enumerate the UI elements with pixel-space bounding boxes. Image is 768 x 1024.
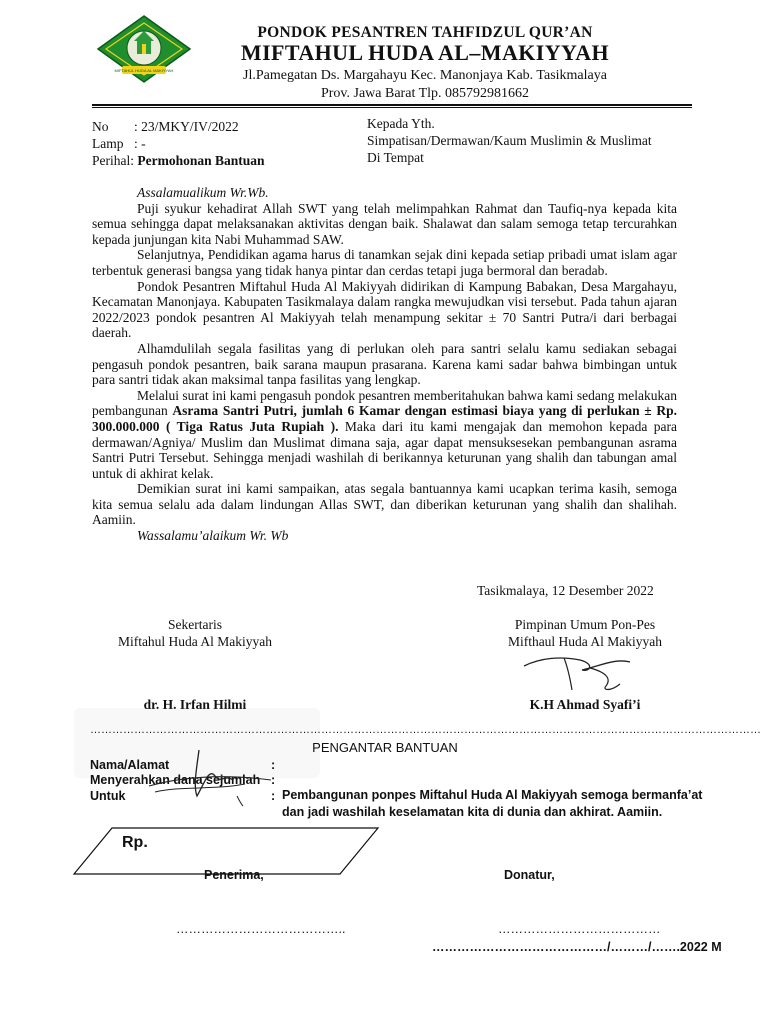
recipient-line-1: Kepada Yth. xyxy=(367,116,435,131)
penerima-signature-line: ………………………………….. xyxy=(176,922,346,936)
paragraph-5-bold: Asrama Santri Putri, jumlah 6 Kamar dengan estimasi biaya yang di perlukan ± Rp. 300.000.000 ( Tiga Ratus Juta Rupiah ). xyxy=(92,403,677,434)
recipient-line-2: Simpatisan/Dermawan/Kaum Muslimin & Muslimat xyxy=(367,133,652,148)
paragraph-6: Demikian surat ini kami sampaikan, atas segala bantuannya kami ucapkan terima kasih, semoga kita semua selalu ada dalam lindungan Allas SWT, dan diberikan keturunan yang shalih dan shalihah. Aamiin. xyxy=(92,481,677,528)
closing-text: Wassalamu’alaikum Wr. Wb xyxy=(137,528,289,544)
left-signature-scribble xyxy=(145,746,275,813)
letterhead-rule xyxy=(92,104,692,106)
paragraph-5-b: Maka dari itu kami mengajak dan memohon kepada para dermawan/Agniya/ Muslim dan Muslimat dimana saja, agar dapat mensuksesekan pembangunan asrama Santri Putri Tersebut. Sehingga menjadi washilah di berikannya keturunan yang shalih dan tabungan amal untuk di akhirat kelak. xyxy=(92,418,678,481)
lamp-value: : - xyxy=(134,136,146,151)
nama-sep: : xyxy=(271,758,276,772)
letter-body xyxy=(92,185,677,544)
closing xyxy=(92,528,677,544)
left-signatory-title: Sekertaris xyxy=(168,617,222,632)
letterhead-rule-thin xyxy=(92,107,692,108)
nama-label: Nama/Alamat xyxy=(90,758,170,772)
donatur-signature-line: ………………………………… xyxy=(498,922,661,936)
cut-line: ………………………………………………………………………………………………………………………………………………………………… xyxy=(90,724,761,736)
perihal-label: Perihal xyxy=(92,153,131,168)
recipient-line-3: Di Tempat xyxy=(367,150,424,165)
untuk-sep: : xyxy=(271,789,276,803)
place-date: Tasikmalaya, 12 Desember 2022 xyxy=(477,583,654,598)
letterhead-contact: Prov. Jawa Barat Tlp. 085792981662 xyxy=(320,86,530,101)
recipient-block xyxy=(367,115,652,166)
left-signatory-org: Miftahul Huda Al Makiyyah xyxy=(117,634,273,649)
letterhead-address: Jl.Pamegatan Ds. Margahayu Kec. Manonjaya Kab. Tasikmalaya xyxy=(243,68,607,83)
amount-label: Rp. xyxy=(122,834,148,851)
untuk-label: Untuk xyxy=(90,789,126,803)
letter-subject xyxy=(92,152,265,169)
paragraph-1: Puji syukur kehadirat Allah SWT yang telah melimpahkan Rahmat dan Taufiq-nya kepada kita semua sehingga dapat melaksanakan aktivitas dengan baik. Shalawat dan salam semoga tetap tercurahkan kepada junjungan kita Nabi Muhammad SAW. xyxy=(92,200,677,247)
letter-number xyxy=(92,118,239,135)
donatur-label: Donatur, xyxy=(504,868,555,882)
paragraph-2: Selanjutnya, Pendidikan agama harus di tanamkan sejak dini kepada setiap pribadi umat islam agar terbentuk generasi bangsa yang tidak hanya pintar dan cerdas tetapi juga bermoral dan beradab. xyxy=(92,247,677,278)
letterhead-line-1: PONDOK PESANTREN TAHFIDZUL QUR’AN xyxy=(257,24,593,41)
perihal-sep: : xyxy=(130,153,138,168)
letter-attachment xyxy=(92,135,146,152)
paragraph-3: Pondok Pesantren Miftahul Huda Al Makiyyah didirikan di Kampung Babakan, Desa Margahayu, Kecamatan Manonjaya. Kabupaten Tasikmalaya dalam rangka mewujudkan visi tersebut. Pada tahun ajaran 2022/2023 pondok pesantren Al Makiyyah telah menampung sekitar ± 70 Santri Putra/i dari berbagai daerah. xyxy=(92,278,677,341)
donation-date-line: ……………………………………/………/…….2022 M xyxy=(432,940,722,954)
left-signatory-name: dr. H. Irfan Hilmi xyxy=(143,697,247,712)
right-signatory-title: Pimpinan Umum Pon-Pes xyxy=(514,617,656,632)
right-signatory-name: K.H Ahmad Syafi’i xyxy=(529,697,641,712)
salam xyxy=(92,185,677,201)
no-value: : 23/MKY/IV/2022 xyxy=(134,119,239,134)
jumlah-sep: : xyxy=(271,773,276,787)
penerima-label: Penerima, xyxy=(204,868,264,882)
right-signatory-org: Mifthaul Huda Al Makiyyah xyxy=(507,634,663,649)
untuk-value-2: dan jadi washilah keselamatan kita di dunia dan akhirat. Aamiin. xyxy=(282,805,663,819)
form-title: PENGANTAR BANTUAN xyxy=(312,740,458,755)
untuk-value-1: Pembangunan ponpes Miftahul Huda Al Makiyyah semoga bermanfa’at xyxy=(282,788,703,802)
logo-text: MIFTAHUL HUDA AL MAKIYYAH xyxy=(114,68,174,73)
lamp-label: Lamp xyxy=(92,136,124,151)
no-label: No xyxy=(92,119,109,134)
salam-text: Assalamualikum Wr.Wb. xyxy=(137,185,269,200)
paragraph-5-a: Melalui surat ini kami pengasuh pondok pesantren memberitahukan bahwa kami sedang melakukan pembangunan xyxy=(92,387,677,419)
perihal-value: Permohonan Bantuan xyxy=(137,153,265,168)
jumlah-label: Menyerahkan dana sejumlah xyxy=(90,773,261,787)
letterhead-title: MIFTAHUL HUDA AL–MAKIYYAH xyxy=(240,40,610,65)
paragraph-4: Alhamdulilah segala fasilitas yang di perlukan oleh para santri selalu kamu sediakan sebagai pengasuh pondok pesantren, baik sarana maupun prasarana. Karena kami sadar bahwa bimbingan untuk para santri tidak akan maksimal tanpa fasilitas yang lengkap. xyxy=(92,340,677,388)
paragraph-5 xyxy=(92,388,677,482)
